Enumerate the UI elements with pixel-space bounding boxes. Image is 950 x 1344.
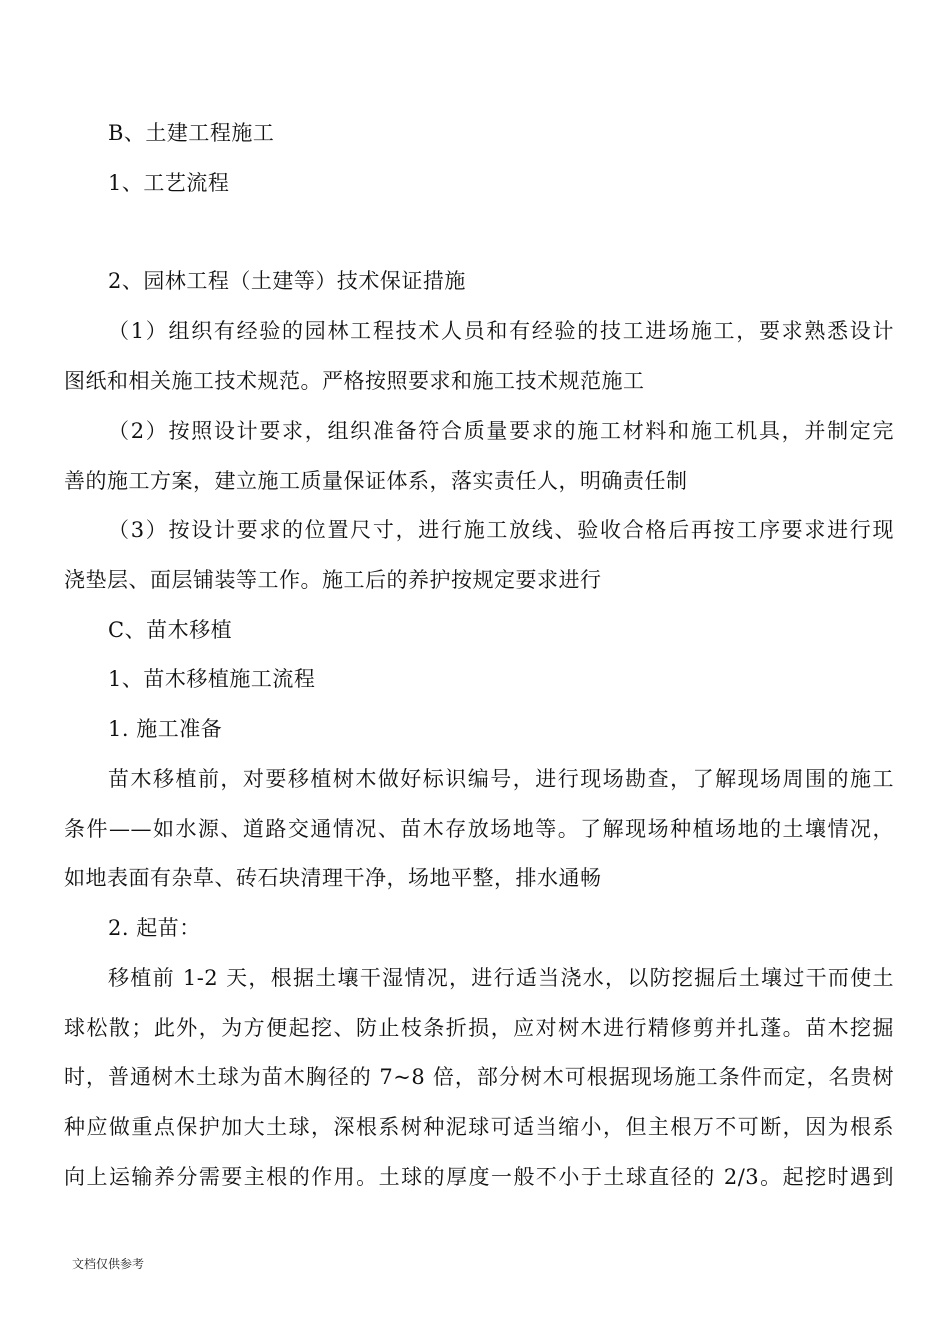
paragraph-2-line-2: 善的施工方案，建立施工质量保证体系，落实责任人，明确责任制 xyxy=(64,469,688,493)
paragraph-3-line-2: 浇垫层、面层铺装等工作。施工后的养护按规定要求进行 xyxy=(64,568,602,592)
paragraph-1-line-1: （1）组织有经验的园林工程技术人员和有经验的技工进场施工，要求熟悉设计 xyxy=(108,319,894,343)
heading-preparation: 1. 施工准备 xyxy=(108,717,223,741)
heading-transplant-flow: 1、苗木移植施工流程 xyxy=(108,667,316,691)
footer-note: 文档仅供参考 xyxy=(72,1257,145,1271)
paragraph-5-line-3: 时，普通树木土球为苗木胸径的 7~8 倍，部分树木可根据现场施工条件而定，名贵树 xyxy=(64,1065,894,1089)
paragraph-5-line-4: 种应做重点保护加大土球，深根系树种泥球可适当缩小，但主根万不可断，因为根系 xyxy=(64,1115,894,1139)
paragraph-2-line-1: （2）按照设计要求，组织准备符合质量要求的施工材料和施工机具，并制定完 xyxy=(108,419,894,443)
heading-lifting: 2. 起苗： xyxy=(108,916,201,940)
paragraph-3-line-1: （3）按设计要求的位置尺寸，进行施工放线、验收合格后再按工序要求进行现 xyxy=(108,518,894,542)
paragraph-4-line-1: 苗木移植前，对要移植树木做好标识编号，进行现场勘查，了解现场周围的施工 xyxy=(108,767,894,791)
heading-technical-measures: 2、园林工程（土建等）技术保证措施 xyxy=(108,269,466,293)
heading-c-seedling-transplant: C、苗木移植 xyxy=(108,618,233,642)
paragraph-5-line-5: 向上运输养分需要主根的作用。土球的厚度一般不小于土球直径的 2/3。起挖时遇到 xyxy=(64,1165,894,1189)
paragraph-5-line-1: 移植前 1-2 天，根据土壤干湿情况，进行适当浇水，以防挖掘后土壤过干而使土 xyxy=(108,966,894,990)
paragraph-5-line-2: 球松散；此外，为方便起挖、防止枝条折损，应对树木进行精修剪并扎蓬。苗木挖掘 xyxy=(64,1016,894,1040)
heading-b-civil-works: B、土建工程施工 xyxy=(108,121,275,145)
paragraph-4-line-2: 条件——如水源、道路交通情况、苗木存放场地等。了解现场种植场地的土壤情况， xyxy=(64,817,894,841)
paragraph-1-line-2: 图纸和相关施工技术规范。严格按照要求和施工技术规范施工 xyxy=(64,369,645,393)
heading-process-flow: 1、工艺流程 xyxy=(108,171,230,195)
paragraph-4-line-3: 如地表面有杂草、砖石块清理干净，场地平整，排水通畅 xyxy=(64,866,602,890)
